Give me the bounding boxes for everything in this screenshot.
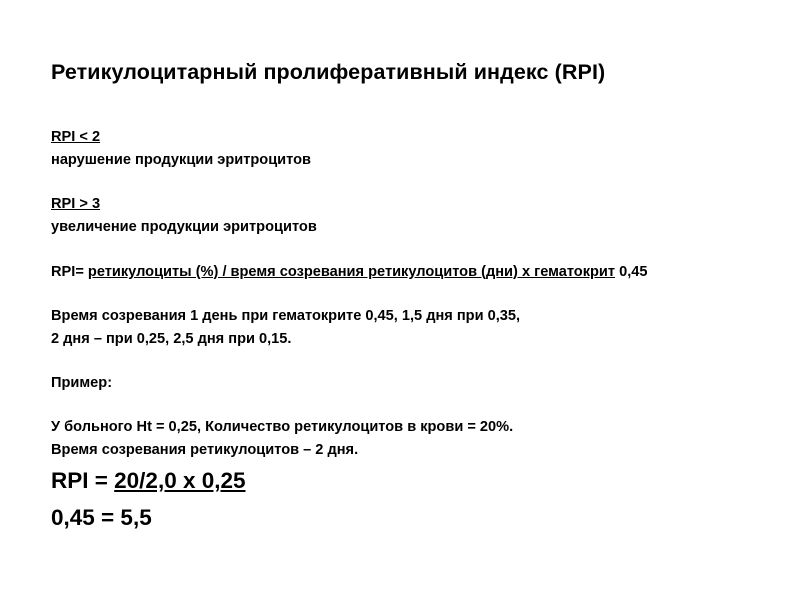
example-calculation [51,467,246,495]
example-line-2: Время созревания ретикулоцитов – 2 дня. [51,442,359,458]
low-rpi-meaning: нарушение продукции эритроцитов [51,152,311,168]
slide [51,0,791,600]
example-line-1: У больного Ht = 0,25, Количество ретикулоцитов в крови = 20%. [51,419,514,435]
example-calc-prefix: RPI = [51,468,115,493]
page-title: Ретикулоцитарный пролиферативный индекс (RPI) [51,60,606,84]
rpi-formula [51,263,648,281]
example-calc-numerator: 20/2,0 х 0,25 [114,468,246,493]
low-rpi-condition: RPI < 2 [51,129,101,145]
maturation-line-1: Время созревания 1 день при гематокрите 0,45, 1,5 дня при 0,35, [51,308,521,324]
rpi-formula-prefix: RPI= [51,264,88,280]
example-heading: Пример: [51,375,113,391]
high-rpi-meaning: увеличение продукции эритроцитов [51,219,317,235]
maturation-line-2: 2 дня – при 0,25, 2,5 дня при 0,15. [51,331,292,347]
rpi-formula-expression: ретикулоциты (%) / время созревания ретикулоцитов (дни) х гематокрит [87,264,616,280]
example-calc-result: 0,45 = 5,5 [51,505,152,530]
rpi-formula-suffix: 0,45 [615,264,648,280]
high-rpi-condition: RPI > 3 [51,196,101,212]
